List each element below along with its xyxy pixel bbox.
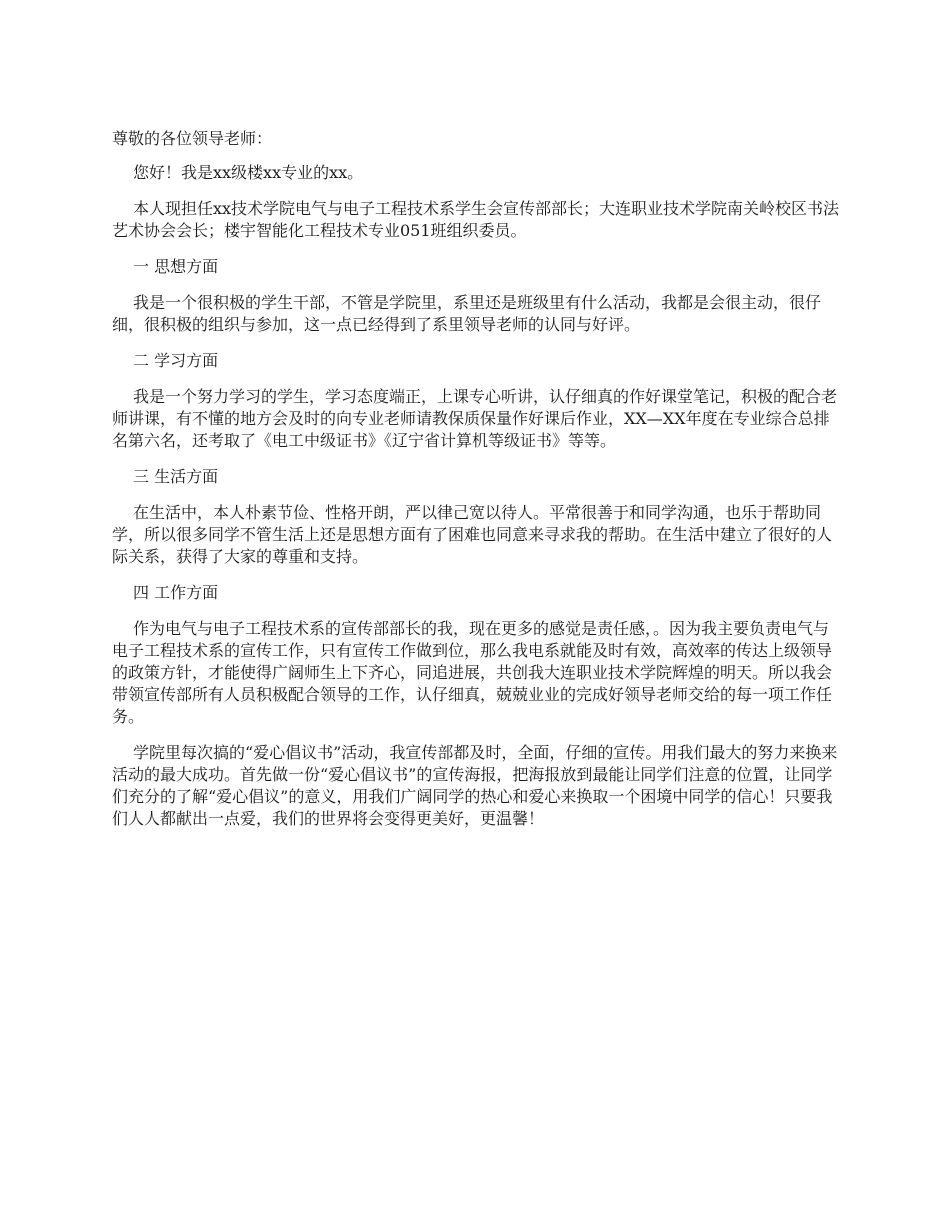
intro-paragraph: 本人现担任xx技术学院电气与电子工程技术系学生会宣传部部长；大连职业技术学院南关岭校区书法艺术协会会长；楼宇智能化工程技术专业051班组织委员。 bbox=[112, 199, 840, 240]
salutation: 尊敬的各位领导老师： bbox=[112, 129, 273, 148]
section-heading-study: 二 学习方面 bbox=[133, 351, 219, 370]
document-body bbox=[112, 128, 840, 844]
section-paragraph-study: 我是一个努力学习的学生，学习态度端正，上课专心听讲，认仔细真的作好课堂笔记，积极的配合老师讲课，有不懂的地方会及时的向专业老师请教保质保量作好课后作业，XX—XX年度在专业综合总排名第六名，还考取了《电工中级证书》《辽宁省计算机等级证书》等等。 bbox=[112, 387, 838, 450]
section-paragraph-life: 在生活中，本人朴素节俭、性格开朗，严以律己宽以待人。平常很善于和同学沟通，也乐于帮助同学，所以很多同学不管生活上还是思想方面有了困难也同意来寻求我的帮助。在生活中建立了很好的人际关系，获得了大家的尊重和支持。 bbox=[112, 503, 833, 566]
greeting-paragraph: 您好！我是xx级楼xx专业的xx。 bbox=[133, 163, 364, 182]
section-heading-work: 四 工作方面 bbox=[133, 583, 219, 602]
section-paragraph-thought: 我是一个很积极的学生干部，不管是学院里，系里还是班级里有什么活动，我都是会很主动，很仔细，很积极的组织与参加，这一点已经得到了系里领导老师的认同与好评。 bbox=[112, 293, 822, 334]
section-heading-thought: 一 思想方面 bbox=[133, 257, 219, 276]
section-heading-life: 三 生活方面 bbox=[133, 467, 219, 486]
section-paragraph-work-2: 学院里每次搞的“爱心倡议书”活动，我宣传部都及时，全面，仔细的宣传。用我们最大的努力来换来活动的最大成功。首先做一份“爱心倡议书”的宣传海报，把海报放到最能让同学们注意的位置，让同学们充分的了解“爱心倡议”的意义，用我们广阔同学的热心和爱心来换取一个困境中同学的信心！只要我们人人都献出一点爱，我们的世界将会变得更美好，更温馨！ bbox=[112, 743, 838, 828]
section-paragraph-work-1: 作为电气与电子工程技术系的宣传部部长的我，现在更多的感觉是责任感，。因为我主要负责电气与电子工程技术系的宣传工作，只有宣传工作做到位，那么我电系就能及时有效，高效率的传达上级领导的政策方针，才能使得广阔师生上下齐心，同追进展，共创我大连职业技术学院辉煌的明天。所以我会带领宣传部所有人员积极配合领导的工作，认仔细真，兢兢业业的完成好领导老师交给的每一项工作任务。 bbox=[112, 619, 833, 726]
